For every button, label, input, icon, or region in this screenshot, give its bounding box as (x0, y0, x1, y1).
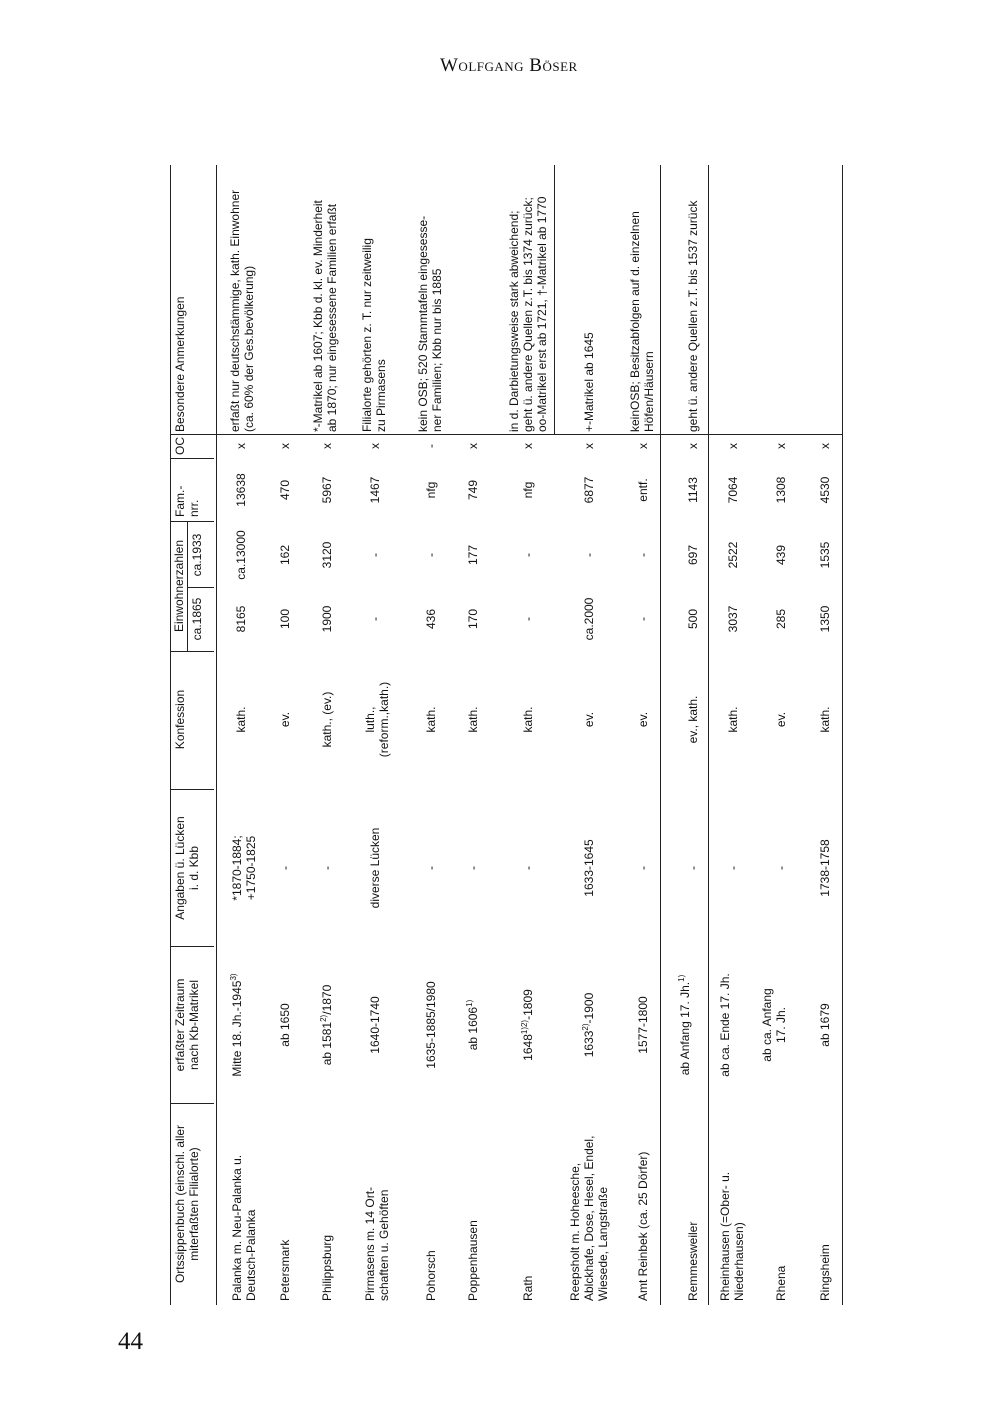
col-divider-3 (170, 789, 214, 790)
header-rule (216, 165, 217, 1305)
row-einwohner-1865: 285 (774, 608, 788, 630)
row-fam: 13638 (234, 473, 248, 507)
row-bem-line: *-Matrikel ab 1607; Kbb d. kl. ev. Minderheit (311, 200, 325, 432)
row-einwohner-1865: 1350 (818, 605, 832, 633)
row-konfession-line: (reform.,kath.) (377, 681, 391, 758)
row-konfession: ev. (636, 711, 650, 728)
header-luecken (173, 793, 201, 943)
row-luecken-line: *1870-1884; (230, 835, 244, 901)
header-oc: OC (173, 437, 187, 455)
header-orte-line-2: miterfaßten Filialorte) (187, 1147, 201, 1261)
row-konfession: ev. (582, 711, 596, 728)
row-oc: x (278, 443, 292, 449)
row-fam: 1143 (686, 477, 700, 503)
col-divider-4 (170, 651, 214, 652)
row-zeitraum (320, 950, 334, 1100)
header-einwohner-1865: ca.1865 (190, 597, 204, 641)
row-luecken: - (686, 866, 700, 870)
rheinhausen-top-rule (708, 165, 709, 1305)
row-zeitraum-text: Mitte 18. Jh.-1945 (230, 980, 244, 1077)
row-einwohner-1933: 2522 (726, 541, 740, 569)
row-konfession (363, 653, 391, 786)
header-einwohner-1933: ca.1933 (190, 533, 204, 577)
row-bem-line: erfaßt nur deutschstämmige, kath. Einwohner (228, 189, 242, 432)
sources-table (170, 165, 850, 1305)
row-oc: x (320, 443, 334, 449)
row-orte (230, 1107, 258, 1301)
footnote-ref: 1) (677, 974, 686, 982)
row-einwohner-1933: 3120 (320, 541, 334, 569)
row-konfession: kath. (424, 706, 438, 733)
row-fam: nfg (424, 481, 438, 499)
row-bem-line: kein OSB; 520 Stammtafeln eingesesse- (416, 215, 430, 432)
row-orte-line: Niederhausen) (732, 1222, 746, 1301)
row-oc: x (466, 443, 480, 449)
row-konfession: ev., kath. (686, 695, 700, 744)
col-divider-5 (187, 587, 214, 588)
row-oc: - (424, 444, 438, 448)
header-orte-line-1: Ortssippenbuch (einschl. aller (173, 1124, 187, 1284)
page-number: 44 (118, 1328, 143, 1355)
row-luecken: - (726, 866, 740, 870)
row-bem-line: in d. Darbietungsweise stark abweichend; (507, 210, 521, 432)
row-zeitraum: ab 1679 (818, 1003, 832, 1047)
row-oc: x (686, 443, 700, 449)
row-bem-line: oo-Matrikel erst ab 1721, †-Matrikel ab 1770 (535, 196, 549, 432)
row-bemerkungen (360, 167, 388, 432)
row-zeitraum-line: ab ca. Anfang (760, 988, 774, 1062)
row-bemerkungen: geht ü. andere Quellen z.T. bis 1537 zurück (686, 200, 700, 432)
row-orte: Remmesweiler (686, 1221, 700, 1301)
row-zeitraum (760, 950, 788, 1100)
row-zeitraum-text: ab Anfang 17. Jh. (678, 981, 692, 1076)
row-fam: 4530 (818, 476, 832, 504)
footnote-ref: 2) (319, 1014, 328, 1022)
row-einwohner-1865: 8165 (234, 605, 248, 633)
row-zeitraum (678, 950, 692, 1100)
row-konfession: kath. (521, 706, 535, 733)
row-bemerkungen (416, 167, 444, 432)
row-konfession: kath. (818, 706, 832, 733)
row-zeitraum: ab 1650 (278, 1003, 292, 1047)
row-einwohner-1865: - (521, 617, 535, 621)
row-bem-line: (ca. 60% der Ges.bevölkerung) (242, 265, 256, 432)
row-luecken: - (774, 866, 788, 870)
row-luecken: - (320, 866, 334, 870)
row-orte-line: Deutsch-Palanka (244, 1209, 258, 1301)
row-zeitraum (582, 950, 596, 1100)
rath-bemerkungen-rule (554, 165, 555, 435)
row-orte-line: Ablckhafe, Dose, Hesel, Endel, (582, 1135, 596, 1301)
row-fam: 749 (466, 479, 480, 501)
row-luecken (230, 793, 258, 943)
row-einwohner-1933: - (521, 553, 535, 557)
row-bem-line: Höfen/Häusern (642, 351, 656, 432)
row-zeitraum-text: -1900 (582, 992, 596, 1024)
row-fam: 1308 (774, 476, 788, 504)
row-konfession: kath. (726, 706, 740, 733)
row-konfession: kath., (ev.) (320, 691, 334, 748)
row-einwohner-1865: 3037 (726, 605, 740, 633)
row-einwohner-1933: - (424, 553, 438, 557)
row-bemerkungen (628, 167, 656, 432)
header-orte (173, 1107, 201, 1301)
row-orte (568, 1107, 610, 1301)
row-zeitraum-text: -1809 (521, 989, 535, 1020)
row-einwohner-1933: - (368, 553, 382, 557)
row-luecken: - (636, 866, 650, 870)
row-luecken-line: +1750-1825 (244, 835, 258, 901)
row-bem-line: ab 1870; nur eingesessene Familien erfaßt (325, 203, 339, 432)
row-konfession: ev. (278, 711, 292, 728)
row-zeitraum-text: ab 1606 (466, 1006, 480, 1051)
header-luecken-line-1: Angaben ü. Lücken (173, 816, 187, 920)
row-einwohner-1933: 162 (278, 544, 292, 566)
row-einwohner-1865: - (368, 617, 382, 621)
row-fam: nfg (521, 481, 535, 499)
header-luecken-line-2: i. d. Kbb (187, 845, 201, 891)
row-fam: 1467 (368, 476, 382, 504)
row-orte-line: Pirmasens m. 14 Ort- (363, 1186, 377, 1301)
row-orte: Ringsheim (818, 1244, 832, 1301)
row-einwohner-1865: 500 (686, 608, 700, 630)
row-zeitraum-text: ab 1581 (320, 1021, 334, 1066)
footnote-ref: 1) (465, 999, 474, 1007)
row-zeitraum-text: 1633 (582, 1030, 596, 1058)
row-einwohner-1865: 170 (466, 608, 480, 630)
row-oc: x (818, 443, 832, 449)
footnote-ref: 1)2) (520, 1019, 529, 1035)
row-bemerkungen: +-Matrikel ab 1645 (582, 332, 596, 432)
header-fam (173, 455, 201, 521)
row-bemerkungen (228, 167, 256, 432)
row-fam: 470 (278, 479, 292, 501)
row-konfession: kath. (466, 706, 480, 733)
row-oc: x (234, 443, 248, 449)
row-oc: x (636, 443, 650, 449)
row-orte: Rath (521, 1275, 535, 1301)
header-konfession: Konfession (173, 689, 187, 750)
running-head: Wolfgang Böser (440, 55, 578, 76)
row-orte-line: Rheinhausen (=Ober- u. (718, 1171, 732, 1301)
table-top-rule (170, 165, 171, 1305)
row-einwohner-1933: 177 (466, 544, 480, 566)
row-luecken: diverse Lücken (368, 827, 382, 909)
row-orte (718, 1107, 746, 1301)
header-zeitraum-line-2: nach Kb-Matrikel (187, 979, 201, 1071)
header-einwohner: Einwohnerzahlen (172, 539, 186, 633)
row-orte-line: Wiesede, Langstraße (596, 1186, 610, 1301)
col-divider-2 (170, 946, 214, 947)
row-zeitraum: 1577-1800 (636, 996, 650, 1054)
row-einwohner-1933: 697 (686, 544, 700, 566)
row-fam: 5967 (320, 476, 334, 504)
row-luecken: - (278, 866, 292, 870)
row-einwohner-1865: 436 (424, 608, 438, 630)
table-bottom-rule (842, 165, 843, 1305)
row-bemerkungen (507, 167, 549, 432)
row-orte (363, 1107, 391, 1301)
footnote-ref: 2) (581, 1023, 590, 1031)
row-konfession: kath. (234, 706, 248, 733)
row-luecken: - (466, 866, 480, 870)
row-bem-line: Filialorte gehörten z. T. nur zeitweilig (360, 238, 374, 432)
row-orte-line: Palanka m. Neu-Palanka u. (230, 1154, 244, 1301)
row-oc: x (521, 443, 535, 449)
header-fam-line-1: Fam.- (173, 485, 187, 517)
row-oc: x (726, 443, 740, 449)
row-zeitraum: 1640-1740 (368, 996, 382, 1054)
row-zeitraum: 1635-1885/1980 (424, 981, 438, 1069)
row-einwohner-1865: 1900 (320, 605, 334, 633)
header-zeitraum-line-1: erfaßter Zeitraum (173, 978, 187, 1072)
row-zeitraum (230, 950, 244, 1100)
row-luecken: - (521, 866, 535, 870)
row-bem-line: keinOSB; Besitzabfolgen auf d. einzelnen (628, 211, 642, 432)
row-orte: Pohorsch (424, 1250, 438, 1301)
row-zeitraum-text: 1648 (521, 1034, 535, 1061)
row-konfession: ev. (774, 711, 788, 728)
header-bemerkungen: Besondere Anmerkungen (173, 296, 187, 432)
row-orte-line: schaften u. Gehöften (377, 1189, 391, 1301)
row-bemerkungen (311, 167, 339, 432)
row-einwohner-1865: 100 (278, 608, 292, 630)
row-orte: Rhena (774, 1265, 788, 1301)
row-zeitraum-line: 17. Jh. (774, 1006, 788, 1044)
row-einwohner-1933: ca.13000 (234, 530, 248, 580)
row-orte: Petersmark (278, 1239, 292, 1301)
row-einwohner-1933: 439 (774, 544, 788, 566)
row-luecken: 1738-1758 (818, 839, 832, 897)
row-bem-line: zu Pirmasens (374, 359, 388, 432)
col-divider-8 (170, 434, 842, 435)
row-zeitraum (521, 950, 535, 1100)
row-zeitraum (466, 950, 480, 1100)
row-zeitraum-text: /1870 (320, 984, 334, 1015)
row-fam: 6877 (582, 476, 596, 504)
rotated-table-container (170, 165, 850, 1305)
row-konfession-line: luth., (363, 706, 377, 733)
row-einwohner-1933: - (636, 553, 650, 557)
row-einwohner-1865: - (636, 617, 650, 621)
row-bem-line: geht ü. andere Quellen z.T. bis 1374 zurück; (521, 197, 535, 432)
col-divider-1 (170, 1103, 214, 1104)
row-oc: x (582, 443, 596, 449)
row-oc: x (368, 443, 382, 449)
header-fam-line-2: nrr. (187, 499, 201, 517)
header-zeitraum (173, 950, 201, 1100)
row-orte: Philippsburg (320, 1234, 334, 1301)
row-einwohner-1865: ca.2000 (582, 597, 596, 641)
row-orte: Amt Reinbek (ca. 25 Dörfer) (636, 1151, 650, 1301)
row-orte-line: Reepsholt m. Hoheesche, (568, 1162, 582, 1301)
row-einwohner-1933: - (582, 553, 596, 557)
remmesweiler-top-rule (660, 165, 661, 1305)
row-fam: 7064 (726, 476, 740, 504)
row-oc: x (774, 443, 788, 449)
row-einwohner-1933: 1535 (818, 541, 832, 569)
row-luecken: 1633-1645 (582, 839, 596, 897)
row-luecken: - (424, 866, 438, 870)
row-bem-line: ner Familien; Kbb nur bis 1885 (430, 268, 444, 432)
row-zeitraum: ab ca. Ende 17. Jh. (718, 973, 732, 1077)
footnote-ref: 3) (229, 973, 238, 981)
row-orte: Poppenhausen (466, 1220, 480, 1301)
row-fam: entf. (636, 478, 650, 502)
